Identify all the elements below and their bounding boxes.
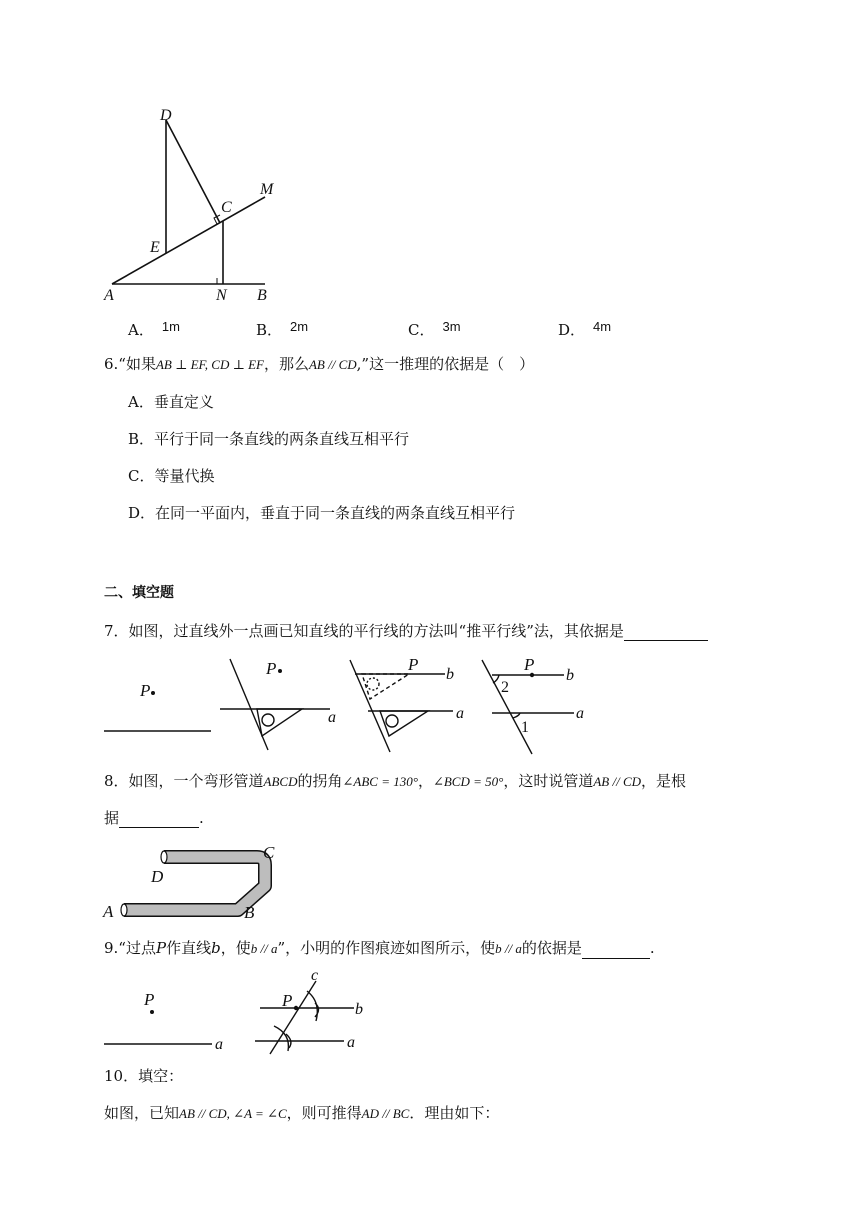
q5-option-b[interactable] bbox=[256, 317, 308, 340]
q8-pipe-figure bbox=[100, 838, 300, 928]
option-letter: D． bbox=[558, 321, 586, 339]
q7-figure bbox=[100, 652, 600, 762]
label-M: M bbox=[260, 181, 274, 198]
q10-stem bbox=[104, 1103, 499, 1124]
option-letter: B． bbox=[128, 430, 155, 448]
q6-prefix: 6.“如果 bbox=[104, 355, 156, 373]
q9-line-b: b bbox=[211, 939, 221, 957]
option-text: 垂直定义 bbox=[153, 393, 214, 411]
label-P-1: P bbox=[140, 681, 151, 700]
q9-point: P bbox=[155, 939, 167, 957]
label-B: B bbox=[244, 903, 255, 922]
q10-title: 10．填空： bbox=[104, 1067, 184, 1085]
q8-line2: 据 bbox=[104, 809, 120, 827]
option-letter: A． bbox=[128, 393, 154, 411]
q6-option-b[interactable] bbox=[128, 429, 409, 449]
q9-stem bbox=[104, 938, 655, 959]
option-text: 在同一平面内，垂直于同一条直线的两条直线互相平行 bbox=[155, 504, 516, 522]
label-a-2: a bbox=[328, 709, 336, 726]
q8-answer-blank[interactable] bbox=[119, 811, 199, 828]
q6-stem bbox=[104, 354, 534, 375]
q9-mid3: ”，小明的作图痕迹如图所示，使 bbox=[277, 939, 496, 957]
q7-stem bbox=[104, 621, 708, 641]
option-letter: B． bbox=[256, 321, 283, 339]
option-letter: D． bbox=[128, 504, 156, 522]
q9-mid2: ，使 bbox=[220, 939, 251, 957]
label-c: c bbox=[311, 967, 319, 984]
section-title: 二、填空题 bbox=[104, 585, 174, 601]
q8-stem-line2 bbox=[104, 808, 204, 828]
label-N: N bbox=[216, 287, 227, 304]
option-value: 4m bbox=[593, 319, 612, 334]
label-2: 2 bbox=[501, 679, 509, 696]
q6-math-conclusion: AB // CD bbox=[308, 357, 357, 372]
label-a-left: a bbox=[215, 1036, 223, 1053]
label-A: A bbox=[104, 287, 114, 304]
option-letter: C． bbox=[128, 467, 155, 485]
label-P-2: P bbox=[266, 659, 277, 678]
label-b-4: b bbox=[566, 667, 574, 684]
q8-angle-bcd: ∠BCD = 50° bbox=[432, 774, 504, 789]
q9-mid4: 的依据是 bbox=[521, 939, 582, 957]
q5-option-d[interactable] bbox=[558, 317, 611, 340]
q10-suffix: ．理由如下： bbox=[409, 1104, 500, 1122]
q8-pipe-name: ABCD bbox=[263, 774, 298, 789]
q8-mid1: 的拐角 bbox=[297, 772, 343, 790]
q7-answer-line bbox=[104, 715, 211, 735]
q6-mid: ，那么 bbox=[263, 355, 309, 373]
label-P: P bbox=[282, 991, 293, 1010]
option-text: 平行于同一条直线的两条直线互相平行 bbox=[154, 430, 410, 448]
q9-figure bbox=[100, 964, 380, 1054]
label-C: C bbox=[263, 843, 275, 862]
q10-mid: ，则可推得 bbox=[286, 1104, 362, 1122]
q8-end: . bbox=[199, 809, 204, 827]
q9-prefix: 9.“过点 bbox=[104, 939, 156, 957]
label-B: B bbox=[257, 287, 267, 304]
q8-mid2: ， bbox=[417, 772, 433, 790]
q8-parallel: AB // CD bbox=[593, 774, 642, 789]
q6-math-given: AB ⊥ EF, CD ⊥ EF bbox=[155, 357, 264, 372]
q5-option-c[interactable] bbox=[408, 317, 461, 340]
label-D: D bbox=[151, 867, 164, 886]
q5-figure bbox=[100, 100, 290, 310]
q6-option-c[interactable] bbox=[128, 466, 215, 486]
label-A: A bbox=[103, 902, 114, 921]
q9-end: . bbox=[649, 939, 655, 957]
label-b: b bbox=[355, 1001, 363, 1018]
option-value: 2m bbox=[290, 319, 309, 334]
q6-option-a[interactable] bbox=[128, 392, 214, 412]
q8-stem-line1 bbox=[104, 771, 686, 792]
q8-mid3: ，这时说管道 bbox=[503, 772, 594, 790]
q10-given: AB // CD, ∠A = ∠C bbox=[179, 1106, 287, 1121]
label-P-left: P bbox=[144, 990, 155, 1009]
label-D: D bbox=[160, 107, 172, 124]
label-P-3: P bbox=[408, 655, 419, 674]
option-text: 等量代换 bbox=[154, 467, 215, 485]
q9-answer-blank[interactable] bbox=[582, 942, 650, 959]
q10-conclusion: AD // BC bbox=[361, 1106, 410, 1121]
q7-text: 7．如图，过直线外一点画已知直线的平行线的方法叫“推平行线”法，其依据是 bbox=[104, 622, 624, 640]
q9-mid1: 作直线 bbox=[166, 939, 212, 957]
option-value: 3m bbox=[442, 319, 461, 334]
q9-condition: b // a bbox=[250, 941, 278, 956]
label-E: E bbox=[150, 239, 160, 256]
label-b-3: b bbox=[446, 666, 454, 683]
option-letter: C． bbox=[408, 321, 435, 339]
q6-suffix: ,”这一推理的依据是（ ） bbox=[356, 355, 535, 373]
label-a: a bbox=[347, 1034, 355, 1051]
label-a-4: a bbox=[576, 705, 584, 722]
label-a-3: a bbox=[456, 705, 464, 722]
option-value: 1m bbox=[161, 319, 180, 334]
q8-prefix: 8．如图，一个弯形管道 bbox=[104, 772, 264, 790]
q8-angle-abc: ∠ABC = 130° bbox=[342, 774, 418, 789]
label-C: C bbox=[221, 199, 232, 216]
option-letter: A． bbox=[128, 321, 154, 339]
label-1: 1 bbox=[521, 719, 529, 736]
label-P-4: P bbox=[524, 655, 535, 674]
q10-prefix: 如图，已知 bbox=[104, 1104, 180, 1122]
q5-option-a[interactable] bbox=[128, 317, 180, 340]
q7-answer-blank[interactable] bbox=[624, 624, 708, 641]
q9-condition-2: b // a bbox=[495, 941, 522, 956]
q6-option-d[interactable] bbox=[128, 503, 515, 523]
q8-suffix: ，是根 bbox=[641, 772, 687, 790]
